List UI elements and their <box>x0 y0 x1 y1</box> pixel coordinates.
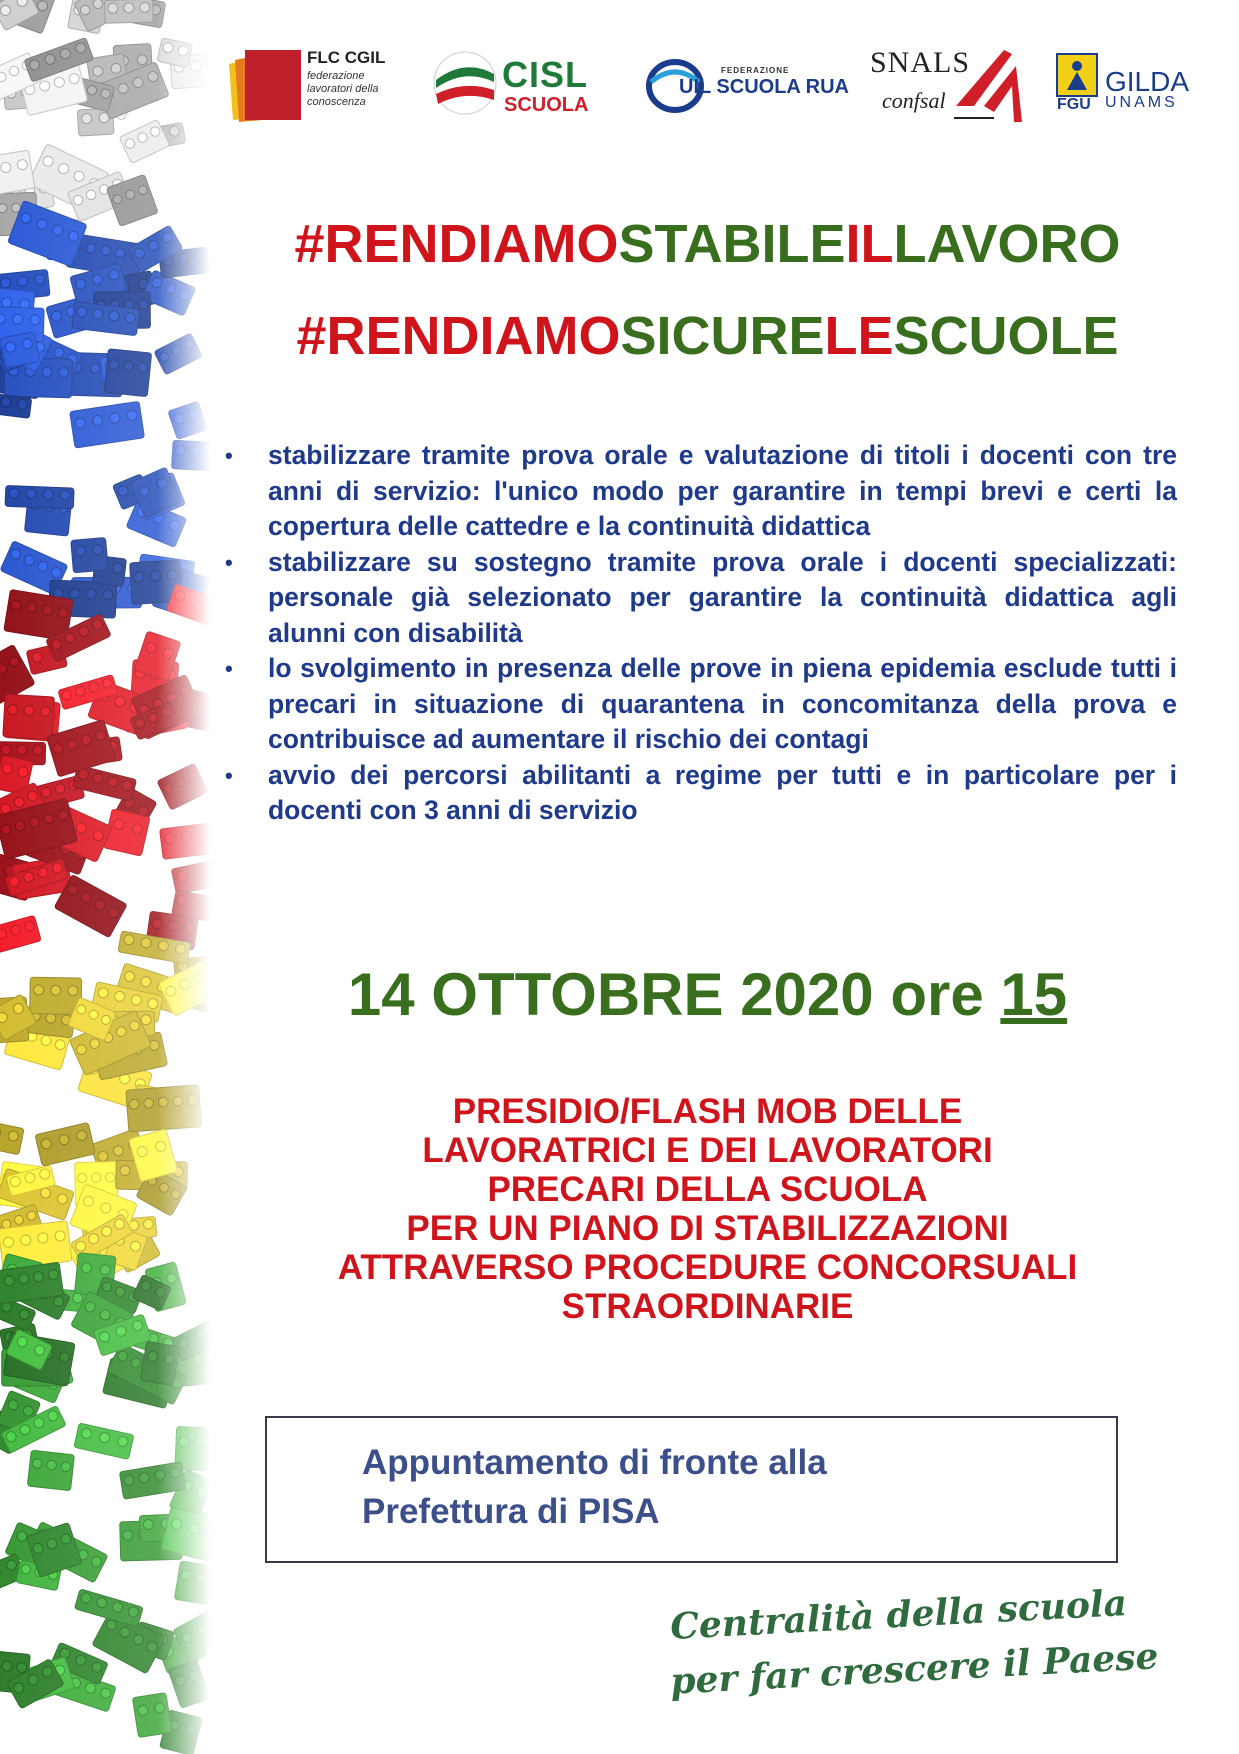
event-description-line: PER UN PIANO DI STABILIZZAZIONI <box>406 1209 1009 1248</box>
lego-bricks-decoration <box>0 0 210 1754</box>
slogan-line: Centralità della scuola <box>669 1582 1128 1648</box>
list-item <box>225 545 1177 652</box>
bullet-dot-icon: • <box>225 656 233 681</box>
flc-cgil-subtitle: federazione lavoratori della conoscenza <box>307 70 379 108</box>
cisl-scuola-logo <box>432 40 607 130</box>
event-description-line: PRESIDIO/FLASH MOB DELLE <box>452 1092 963 1131</box>
appointment-line: Appuntamento di fronte alla <box>362 1443 827 1482</box>
appointment-location: Prefettura di PISA <box>362 1492 660 1531</box>
hashtag-part: #RENDIAMO <box>294 214 619 274</box>
flc-cgil-logo <box>225 40 400 130</box>
list-item <box>225 651 1177 758</box>
list-item-text: lo svolgimento in presenza delle prove in piena epidemia esclude tutti i precari in situazione di quarantena in concomitanza della prova e contribuisce ad aumentare il rischio dei contagi <box>268 653 1177 754</box>
hashtag-part: LE <box>824 306 894 366</box>
slogan <box>660 1580 1160 1710</box>
snals-title: SNALS <box>870 46 971 79</box>
gilda-emblem-icon <box>1055 52 1099 102</box>
hashtag-part: SCUOLE <box>893 306 1119 366</box>
hashtag-sicure-scuole <box>200 305 1215 367</box>
event-date-main: 14 OTTOBRE 2020 ore <box>347 961 1001 1028</box>
event-description-line: PRECARI DELLA SCUOLA <box>487 1170 928 1209</box>
flc-cgil-title: FLC CGIL <box>307 48 386 67</box>
event-date <box>200 960 1215 1029</box>
gilda-title: GILDA <box>1105 66 1190 97</box>
list-item-text: stabilizzare su sostegno tramite prova orale i docenti specializzati: personale già selezionato per garantire la continuità didattica agli alunni con disabilità <box>268 546 1177 648</box>
event-description-line: LAVORATRICI E DEI LAVORATORI <box>422 1131 993 1170</box>
event-hour: 15 <box>1000 961 1068 1028</box>
cisl-flag-icon <box>432 50 498 116</box>
bullet-dot-icon: • <box>225 443 233 468</box>
list-item <box>225 438 1177 545</box>
gilda-fgu-label: FGU <box>1057 96 1091 113</box>
list-item-text: avvio dei percorsi abilitanti a regime per tutti e in particolare per i docenti con 3 anni di servizio <box>268 759 1177 825</box>
uil-federation-label: FEDERAZIONE <box>721 66 790 75</box>
snals-subtitle: confsal <box>882 88 946 113</box>
hashtag-part: STABILE <box>618 214 846 274</box>
cisl-subtitle: SCUOLA <box>504 94 589 116</box>
list-item-text: stabilizzare tramite prova orale e valutazione di titoli i docenti con tre anni di servizio: l'unico modo per garantire in tempi brevi e certi la copertura delle cattedre e la continuità didattica <box>268 440 1177 541</box>
demands-list <box>225 438 1177 829</box>
bullet-dot-icon: • <box>225 762 233 788</box>
hashtag-part: SICURE <box>620 306 825 366</box>
bullet-dot-icon: • <box>225 549 233 575</box>
gilda-unams-logo <box>1055 40 1205 130</box>
cisl-title: CISL <box>502 54 589 95</box>
hashtag-part: #RENDIAMO <box>296 306 621 366</box>
hashtag-stabile-lavoro <box>200 213 1215 275</box>
flc-cgil-mark-icon <box>225 46 305 126</box>
uil-title: UIL SCUOLA RUA <box>679 76 849 98</box>
uil-scuola-logo <box>645 40 849 130</box>
snals-confsal-logo <box>870 40 1020 130</box>
snals-mark-icon <box>954 46 1024 126</box>
list-item <box>225 758 1177 829</box>
event-description-line: STRAORDINARIE <box>561 1287 854 1326</box>
gilda-subtitle: UNAMS <box>1105 94 1178 111</box>
event-description <box>200 1092 1215 1326</box>
hashtag-part: IL <box>845 214 894 274</box>
event-description-line: ATTRAVERSO PROCEDURE CONCORSUALI <box>337 1248 1078 1287</box>
appointment-box <box>265 1416 1118 1563</box>
slogan-line: per far crescere il Paese <box>669 1635 1160 1703</box>
hashtag-part: LAVORO <box>893 214 1121 274</box>
